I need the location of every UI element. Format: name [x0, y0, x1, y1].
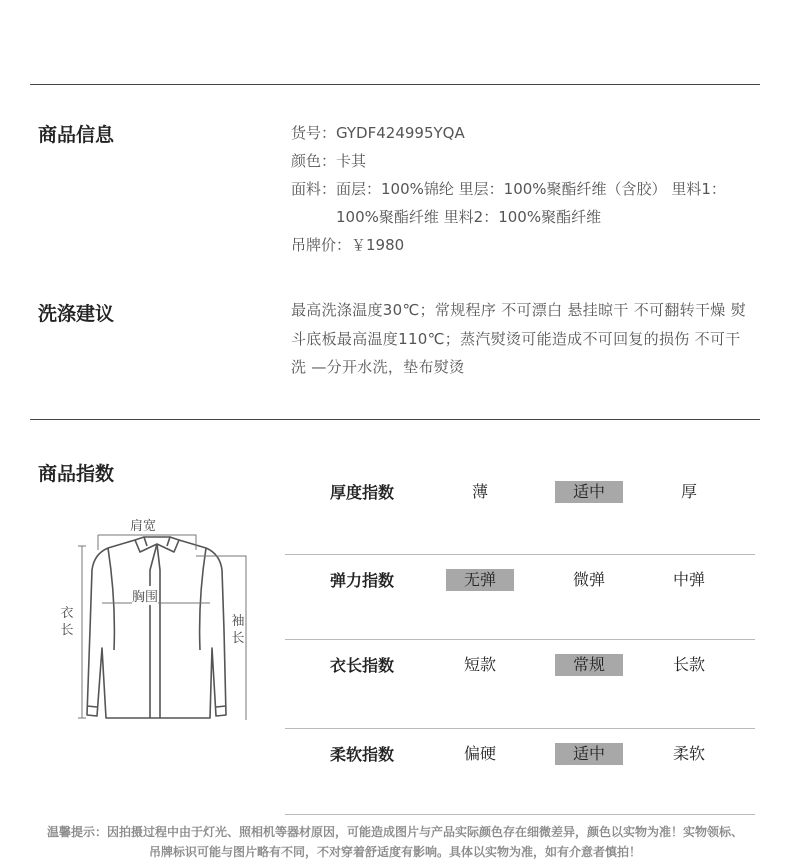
- sku-value: GYDF424995YQA: [336, 124, 465, 142]
- index-option: 柔软: [672, 744, 705, 763]
- notice: [0, 822, 790, 862]
- notice-line-2: 吊牌标识可能与图片略有不同，不对穿着舒适度有影响。具体以实物为准，如有介意者慎拍！: [148, 845, 641, 859]
- index-option: 中弹: [672, 570, 705, 589]
- price-label: 吊牌价：: [291, 236, 352, 254]
- fabric-row: [291, 175, 741, 231]
- index-row-name: 柔软指数: [330, 745, 395, 764]
- index-option: 短款: [463, 655, 496, 674]
- index-option: 长款: [672, 655, 705, 674]
- index-row-name: 厚度指数: [330, 483, 395, 502]
- color-value: 卡其: [336, 152, 367, 170]
- price-row: [291, 231, 741, 259]
- index-title: 商品指数: [38, 463, 115, 485]
- index-option: 薄: [471, 482, 488, 501]
- index-option: 微弹: [572, 570, 605, 589]
- chest-label: 胸围: [132, 586, 158, 605]
- color-row: [291, 147, 741, 175]
- sku-label: 货号：: [291, 124, 337, 142]
- price-value: ￥1980: [351, 236, 405, 254]
- index-row-name: 衣长指数: [330, 656, 395, 675]
- index-option: 偏硬: [463, 744, 496, 763]
- index-option-selected: 无弹: [446, 569, 514, 591]
- care-text: 最高洗涤温度30℃；常规程序 不可漂白 悬挂晾干 不可翻转干燥 熨斗底板最高温度110℃；蒸汽熨烫可能造成不可回复的损伤 不可干洗 —分开水洗，垫布熨烫: [291, 301, 746, 376]
- sku-row: [291, 119, 741, 147]
- product-info-title: 商品信息: [38, 124, 115, 146]
- fabric-label: 面料：: [291, 180, 337, 198]
- middle-divider: [30, 419, 760, 420]
- sleeve-label: 袖长: [231, 614, 245, 646]
- index-row-softness: [285, 729, 755, 815]
- notice-line-1: 温馨提示：因拍摄过程中由于灯光、照相机等器材原因，可能造成图片与产品实际颜色存在细微差异，颜色以实物为准！实物领标、: [46, 825, 743, 839]
- index-option-selected: 适中: [555, 743, 623, 765]
- product-info-block: [291, 119, 741, 259]
- index-option-selected: 适中: [555, 481, 623, 503]
- top-divider: [30, 84, 760, 85]
- fabric-value: 面层：100%锦纶 里层：100%聚酯纤维（含胶） 里料1：100%聚酯纤维 里料2：100%聚酯纤维: [336, 180, 726, 226]
- index-row-name: 弹力指数: [330, 571, 395, 590]
- size-diagram: [50, 510, 260, 740]
- index-table: [285, 470, 755, 815]
- jacket-outline-icon: [50, 510, 260, 740]
- care-title: 洗涤建议: [38, 303, 115, 325]
- shoulder-width-label: 肩宽: [130, 519, 157, 534]
- index-row-elasticity: [285, 555, 755, 640]
- index-option-selected: 常规: [555, 654, 623, 676]
- index-row-length: [285, 640, 755, 729]
- index-option: 厚: [680, 482, 697, 501]
- length-label: 衣长: [60, 606, 74, 638]
- index-row-thickness: [285, 470, 755, 555]
- color-label: 颜色：: [291, 152, 337, 170]
